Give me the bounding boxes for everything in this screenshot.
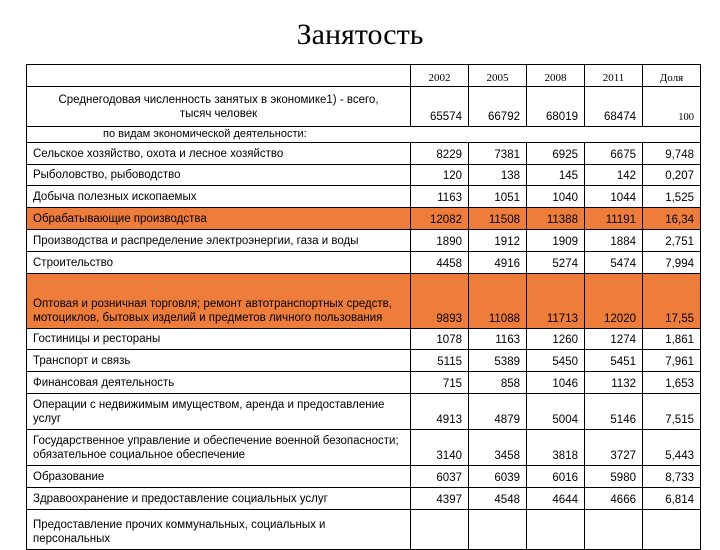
value-share: 8,733 [643,466,701,488]
value-2002: 1078 [411,329,469,350]
value-2008: 11388 [527,208,585,230]
value-2005: 11088 [469,274,527,329]
row-label: Оптовая и розничная торговля; ремонт автотранспортных средств, мотоциклов, бытовых изделий и предметов личного пользования [27,274,411,329]
total-row [27,87,701,127]
value-2005: 6039 [469,466,527,488]
subheading-row [27,127,701,143]
table-row [27,208,701,230]
value-2005: 4879 [469,394,527,430]
value-2002: 9893 [411,274,469,329]
row-label: Финансовая деятельность [27,372,411,394]
total-value-2008: 68019 [527,87,585,127]
table-row [27,510,701,550]
header-row [27,65,701,87]
col-header-2008: 2008 [527,65,585,87]
row-label: Здравоохранение и предоставление социальных услуг [27,488,411,510]
row-label: Образование [27,466,411,488]
value-2011: 11191 [585,208,643,230]
value-2002: 1890 [411,230,469,252]
col-header-2011: 2011 [585,65,643,87]
row-label: Гостиницы и рестораны [27,329,411,350]
value-share: 7,994 [643,252,701,274]
row-label: Строительство [27,252,411,274]
table-row [27,143,701,165]
value-2011: 142 [585,165,643,186]
row-label: Рыболовство, рыбоводство [27,165,411,186]
value-2002: 6037 [411,466,469,488]
value-share: 1,525 [643,186,701,208]
value-2005: 4548 [469,488,527,510]
table-row [27,329,701,350]
row-label: Добыча полезных ископаемых [27,186,411,208]
row-label: Предоставление прочих коммунальных, социальных и персональных [27,510,411,550]
value-2011: 4666 [585,488,643,510]
value-2002: 5115 [411,350,469,372]
value-2005 [469,510,527,550]
table-row [27,394,701,430]
page-title: Занятость [296,18,424,51]
value-2011: 1884 [585,230,643,252]
value-2002: 4458 [411,252,469,274]
value-2005: 858 [469,372,527,394]
table-row [27,252,701,274]
value-2008: 5004 [527,394,585,430]
value-2008: 6016 [527,466,585,488]
table-row [27,466,701,488]
total-value-share: 100 [643,87,701,127]
row-label: Государственное управление и обеспечение военной безопасности; обязательное социальное обеспечение [27,430,411,466]
value-2002: 12082 [411,208,469,230]
header-empty-cell [27,65,411,87]
value-2005: 5389 [469,350,527,372]
value-share: 7,961 [643,350,701,372]
value-2002: 715 [411,372,469,394]
table-row [27,165,701,186]
value-share: 6,814 [643,488,701,510]
value-2008: 5450 [527,350,585,372]
value-2002: 3140 [411,430,469,466]
value-2011: 5474 [585,252,643,274]
table-row [27,274,701,329]
value-2011: 12020 [585,274,643,329]
value-2011 [585,510,643,550]
table-row [27,350,701,372]
value-2008: 3818 [527,430,585,466]
value-2011: 1132 [585,372,643,394]
value-2002: 8229 [411,143,469,165]
table-row [27,488,701,510]
value-share: 7,515 [643,394,701,430]
value-share [643,510,701,550]
table-row [27,230,701,252]
col-header-share: Доля [643,65,701,87]
value-2011: 1274 [585,329,643,350]
value-2011: 5451 [585,350,643,372]
row-label: Транспорт и связь [27,350,411,372]
col-header-2005: 2005 [469,65,527,87]
value-2008: 1909 [527,230,585,252]
value-2002: 4397 [411,488,469,510]
value-share: 1,861 [643,329,701,350]
value-2005: 11508 [469,208,527,230]
value-2008: 1040 [527,186,585,208]
value-2008: 6925 [527,143,585,165]
row-label: Операции с недвижимым имуществом, аренда и предоставление услуг [27,394,411,430]
value-2002 [411,510,469,550]
value-2005: 1051 [469,186,527,208]
value-share: 0,207 [643,165,701,186]
employment-table [26,64,701,550]
total-value-2005: 66792 [469,87,527,127]
value-2002: 1163 [411,186,469,208]
value-2005: 3458 [469,430,527,466]
value-2011: 5980 [585,466,643,488]
total-value-2002: 65574 [411,87,469,127]
table-row [27,430,701,466]
row-label: Производства и распределение электроэнергии, газа и воды [27,230,411,252]
value-2005: 1163 [469,329,527,350]
value-2011: 5146 [585,394,643,430]
value-2011: 1044 [585,186,643,208]
value-2005: 7381 [469,143,527,165]
value-share: 1,653 [643,372,701,394]
value-2011: 6675 [585,143,643,165]
row-label: Обрабатывающие производства [27,208,411,230]
value-2002: 120 [411,165,469,186]
value-2008: 11713 [527,274,585,329]
value-2005: 1912 [469,230,527,252]
value-share: 2,751 [643,230,701,252]
col-header-2002: 2002 [411,65,469,87]
value-2005: 4916 [469,252,527,274]
value-2011: 3727 [585,430,643,466]
total-label: Среднегодовая численность занятых в экономике1) - всего, тысяч человек [27,87,411,127]
value-2008: 5274 [527,252,585,274]
value-2008: 1046 [527,372,585,394]
value-share: 5,443 [643,430,701,466]
table-row [27,372,701,394]
value-2008 [527,510,585,550]
value-2005: 138 [469,165,527,186]
value-share: 9,748 [643,143,701,165]
table-row [27,186,701,208]
value-2008: 1260 [527,329,585,350]
subheading-text: по видам экономической деятельности: [27,127,701,143]
value-share: 17,55 [643,274,701,329]
value-2008: 145 [527,165,585,186]
row-label: Сельское хозяйство, охота и лесное хозяйство [27,143,411,165]
value-2002: 4913 [411,394,469,430]
value-2008: 4644 [527,488,585,510]
value-share: 16,34 [643,208,701,230]
total-value-2011: 68474 [585,87,643,127]
